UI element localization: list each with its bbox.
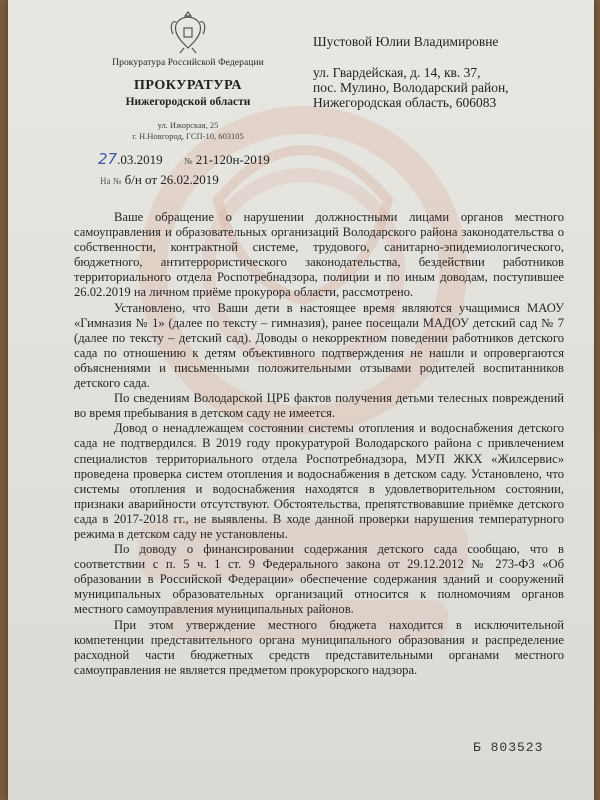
- coat-of-arms-icon: [168, 8, 208, 54]
- agency-address-line1: ул. Ижорская, 25: [157, 120, 219, 130]
- letter-page: [8, 0, 594, 800]
- recipient-address-line3: Нижегородская область, 606083: [313, 95, 497, 110]
- paragraph-2: Установлено, что Ваши дети в настоящее время являются учащимися МАОУ «Гимназия № 1» (далее по тексту – гимназия), ранее посещали МАДОУ детский сад № 7 (далее по тексту – детский сад). Доводы о некорректном поведении работников детского сада по отношению к детям объективного подтверждения не нашли и опровергаются объяснениями и письменными положительными отзывами родителей воспитанников детского сада.: [74, 300, 564, 391]
- number-label: №: [183, 156, 193, 166]
- date-handwritten: 27: [98, 150, 118, 168]
- agency-top-line: Прокуратура Российской Федерации: [112, 58, 264, 68]
- recipient-address-line1: ул. Гвардейская, д. 14, кв. 37,: [313, 65, 481, 80]
- recipient-address-line2: пос. Мулино, Володарский район,: [313, 80, 509, 95]
- ref-number: б/н: [124, 172, 142, 187]
- registration-number: 21-120н-2019: [195, 152, 270, 167]
- reference-row: [100, 172, 219, 188]
- date-rest: .03.2019: [117, 152, 163, 167]
- paragraph-4: Довод о ненадлежащем состоянии системы отопления и водоснабжения детского сада не подтвердился. В 2019 году прокуратурой Володарского района с привлечением специалистов территориального отдела Роспотребнадзора, МУП ЖКХ «Жилсервис» проведена проверка систем отопления и водоснабжения в детском саду. Установлено, что системы отопления и водоснабжения находятся в удовлетворительном состоянии, признаки аварийности отсутствуют. Обстоятельства, препятствовавшие приёмке детского сада в 2017-2018 гг., не выявлены. В ходе данной проверки нарушения температурного режима в детском саду не установлены.: [74, 421, 564, 541]
- agency-header: [88, 58, 288, 142]
- ref-date: 26.02.2019: [160, 172, 219, 187]
- agency-address-line2: г. Н.Новгород, ГСП-10, 603105: [132, 131, 244, 141]
- agency-address: [88, 120, 288, 142]
- recipient-block: [313, 34, 553, 110]
- paragraph-6: При этом утверждение местного бюджета находится в исключительной компетенции представительного органа муниципального образования и распределение расходной части бюджетных средств представительными органами местного самоуправления не является предметом прокурорского надзора.: [74, 617, 564, 677]
- letter-body: [74, 210, 564, 678]
- registration-date-row: [98, 150, 270, 168]
- paragraph-1: Ваше обращение о нарушении должностными лицами органов местного самоуправления и образовательных организаций Володарского района законодательства о собственности, контрактной системе, трудового, санитарно-эпидемиологического, бюджетного, антитеррористического законодательства, бездействии работников территориального отдела Роспотребнадзора, полиции и по иным доводам, поступившее 26.02.2019 на личном приёме прокурора области, рассмотрено.: [74, 210, 564, 300]
- recipient-name: Шустовой Юлии Владимировне: [313, 34, 499, 49]
- paragraph-5: По доводу о финансировании содержания детского сада сообщаю, что в соответствии с п. 5 ч. 1 ст. 9 Федерального закона от 29.12.2012 № 273-ФЗ «Об образовании в Российской Федерации» обеспечение содержания зданий и сооружений муниципальных образовательных организаций относится к полномочиям органов местного самоуправления муниципальных районов.: [74, 542, 564, 617]
- agency-title: ПРОКУРАТУРА: [133, 78, 243, 93]
- ref-from-label: от: [145, 172, 158, 187]
- paragraph-3: По сведениям Володарской ЦРБ фактов получения детьми телесных повреждений во время пребывания в детском саду не имеется.: [74, 391, 564, 421]
- ref-label: На №: [100, 176, 122, 186]
- agency-region: Нижегородской области: [125, 96, 251, 108]
- form-serial-number: Б 803523: [473, 740, 544, 755]
